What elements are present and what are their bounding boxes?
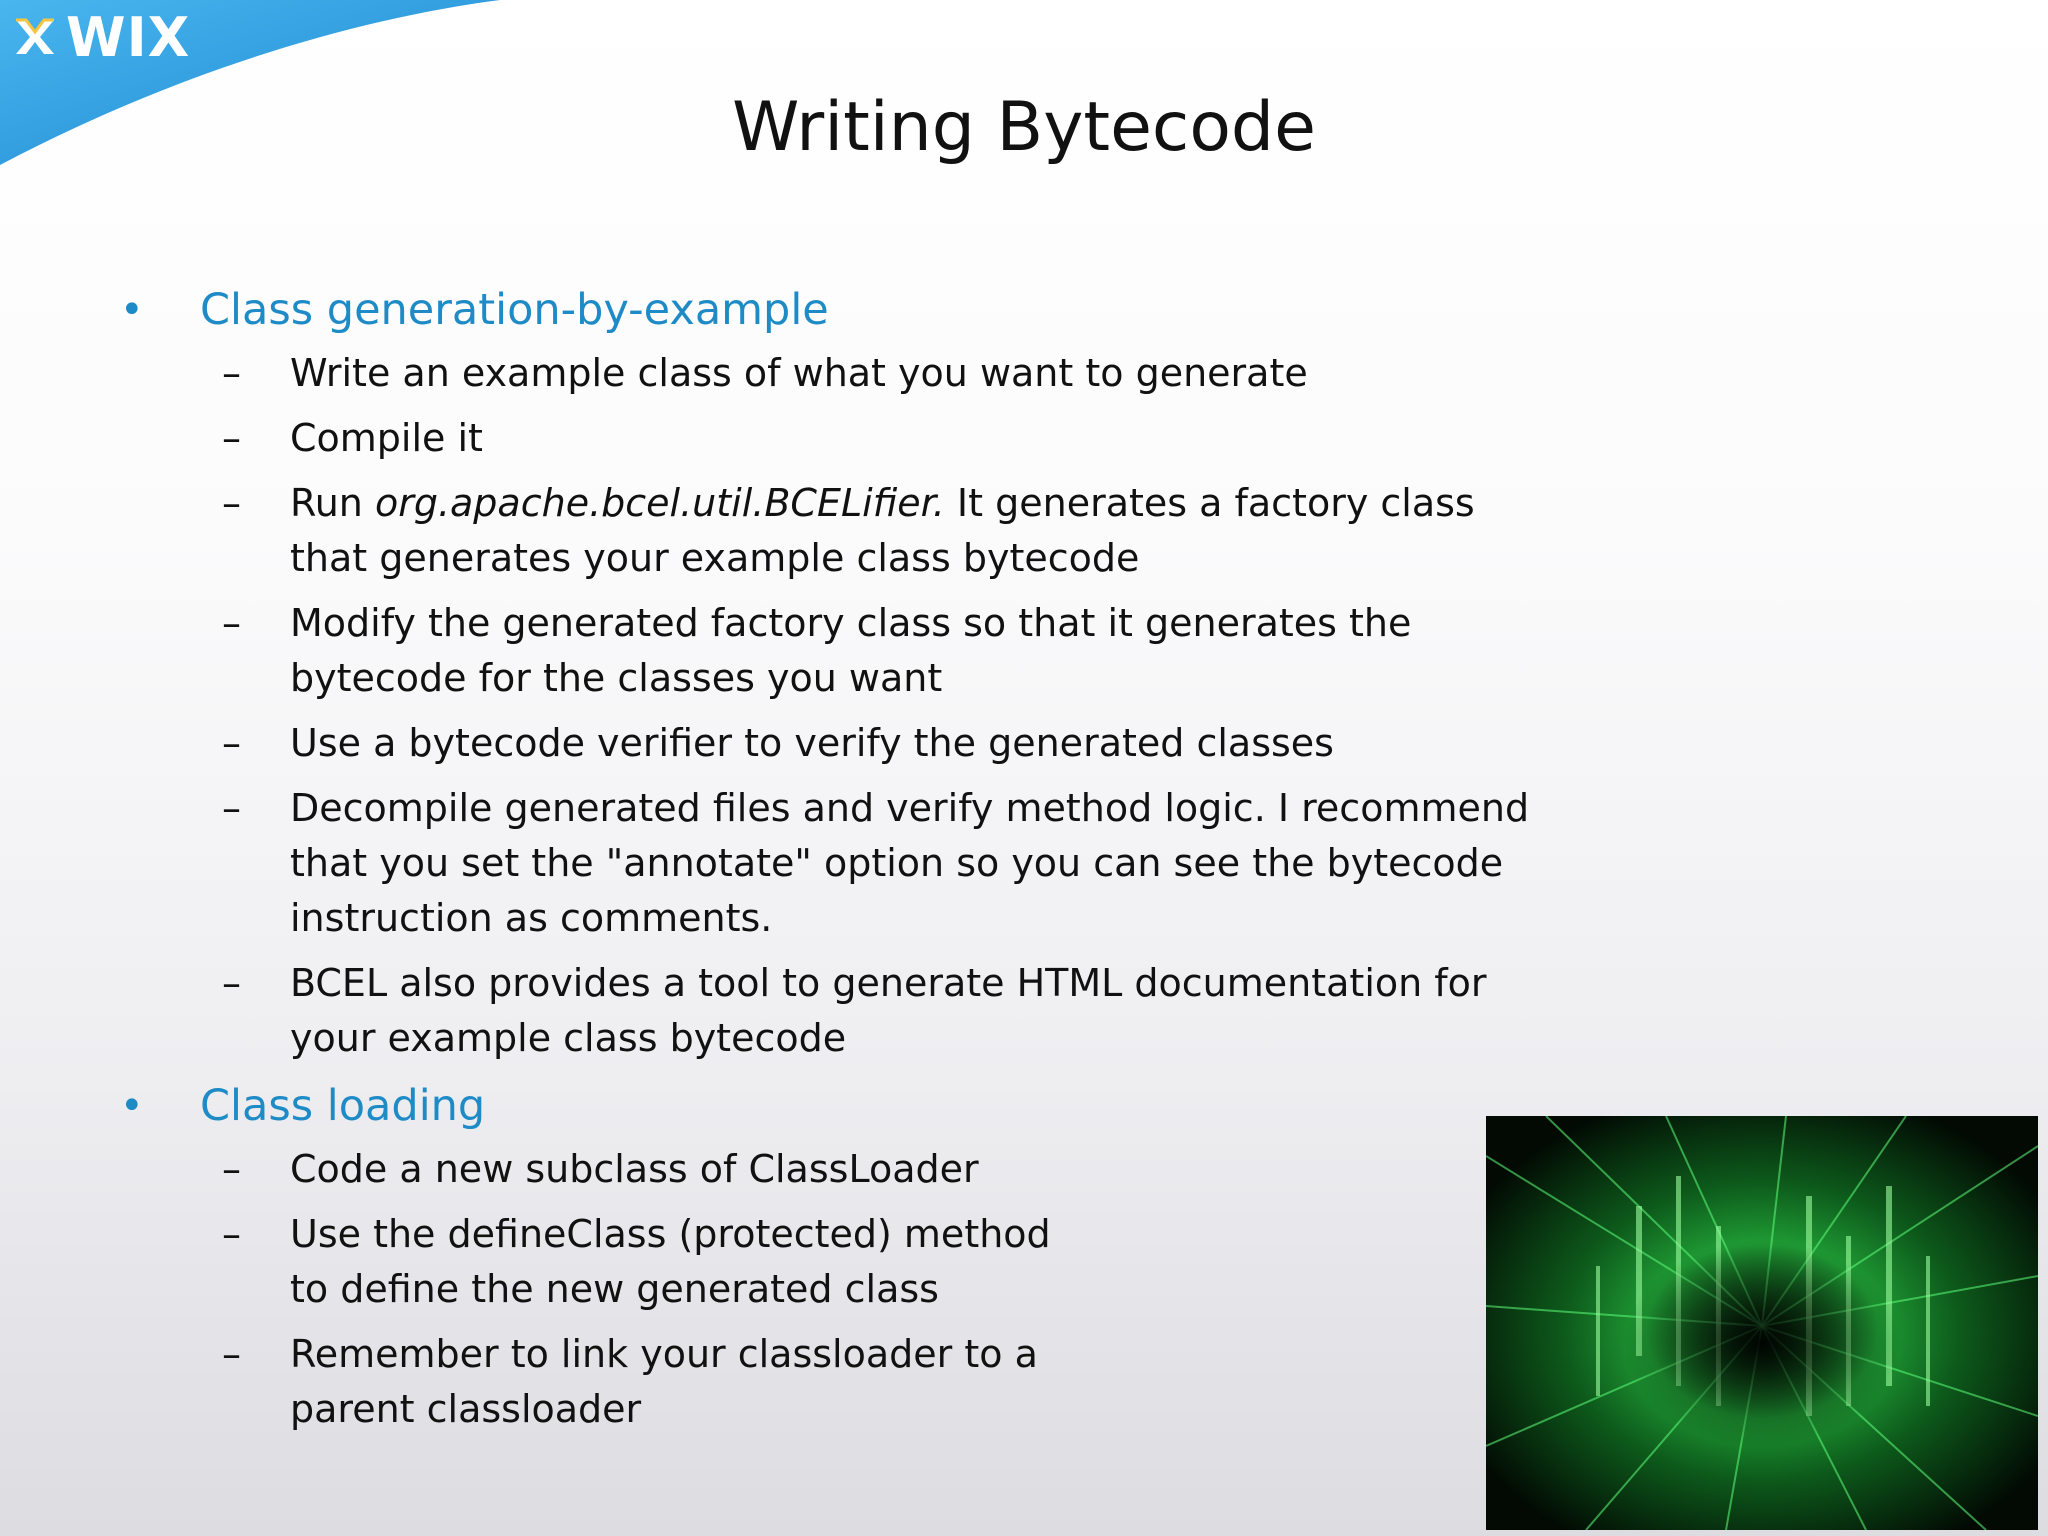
- item-text: Modify the generated factory class so that it generates the bytecode for the classes you want: [290, 601, 1412, 700]
- x-logo-icon: [12, 14, 58, 60]
- list-item: [0, 346, 1560, 401]
- item-text: Write an example class of what you want to generate: [290, 351, 1308, 395]
- sub-list: [0, 1142, 1100, 1437]
- dash-marker: –: [222, 351, 241, 395]
- section-class-generation: [0, 280, 2048, 1066]
- heading-text: Class generation-by-example: [200, 285, 829, 335]
- dash-marker: –: [222, 481, 241, 525]
- item-text: Use the defineClass (protected) method to define the new generated class: [290, 1212, 1051, 1311]
- item-text: Code a new subclass of ClassLoader: [290, 1147, 979, 1191]
- item-text: Remember to link your classloader to a parent classloader: [290, 1332, 1038, 1431]
- dash-marker: –: [222, 961, 241, 1005]
- list-item: [0, 716, 1560, 771]
- bullet-heading: [0, 280, 2048, 340]
- list-item: [0, 956, 1560, 1066]
- bullet-dot: •: [120, 287, 144, 333]
- dash-marker: –: [222, 1212, 241, 1256]
- slide-title: Writing Bytecode: [732, 88, 1316, 167]
- list-item: [0, 781, 1560, 946]
- dash-marker: –: [222, 1147, 241, 1191]
- list-item: [0, 476, 1560, 586]
- list-item: [0, 411, 1560, 466]
- item-text: Use a bytecode verifier to verify the generated classes: [290, 721, 1334, 765]
- item-text: BCEL also provides a tool to generate HTML documentation for your example class bytecode: [290, 961, 1487, 1060]
- heading-text: Class loading: [200, 1081, 486, 1131]
- list-item: [0, 1327, 1100, 1437]
- item-text: [290, 481, 1475, 580]
- logo-text: WIX: [66, 5, 191, 69]
- dash-marker: –: [222, 786, 241, 830]
- item-text: Compile it: [290, 416, 483, 460]
- list-item: [0, 1207, 1100, 1317]
- item-text-italic: org.apache.bcel.util.BCELifier.: [374, 481, 945, 525]
- sub-list: [0, 346, 1560, 1066]
- dash-marker: –: [222, 1332, 241, 1376]
- list-item: [0, 1142, 1100, 1197]
- matrix-green-code-image: [1486, 1116, 2038, 1530]
- dash-marker: –: [222, 721, 241, 765]
- wix-logo: [12, 6, 190, 68]
- dash-marker: –: [222, 416, 241, 460]
- item-text: Decompile generated files and verify method logic. I recommend that you set the "annotate" option so you can see the bytecode instruction as comments.: [290, 786, 1530, 940]
- bullet-dot: •: [120, 1083, 144, 1129]
- list-item: [0, 596, 1560, 706]
- item-text-prefix: Run: [290, 481, 375, 525]
- item-text-suffix: It generates a factory class that generates your example class bytecode: [290, 481, 1475, 580]
- dash-marker: –: [222, 601, 241, 645]
